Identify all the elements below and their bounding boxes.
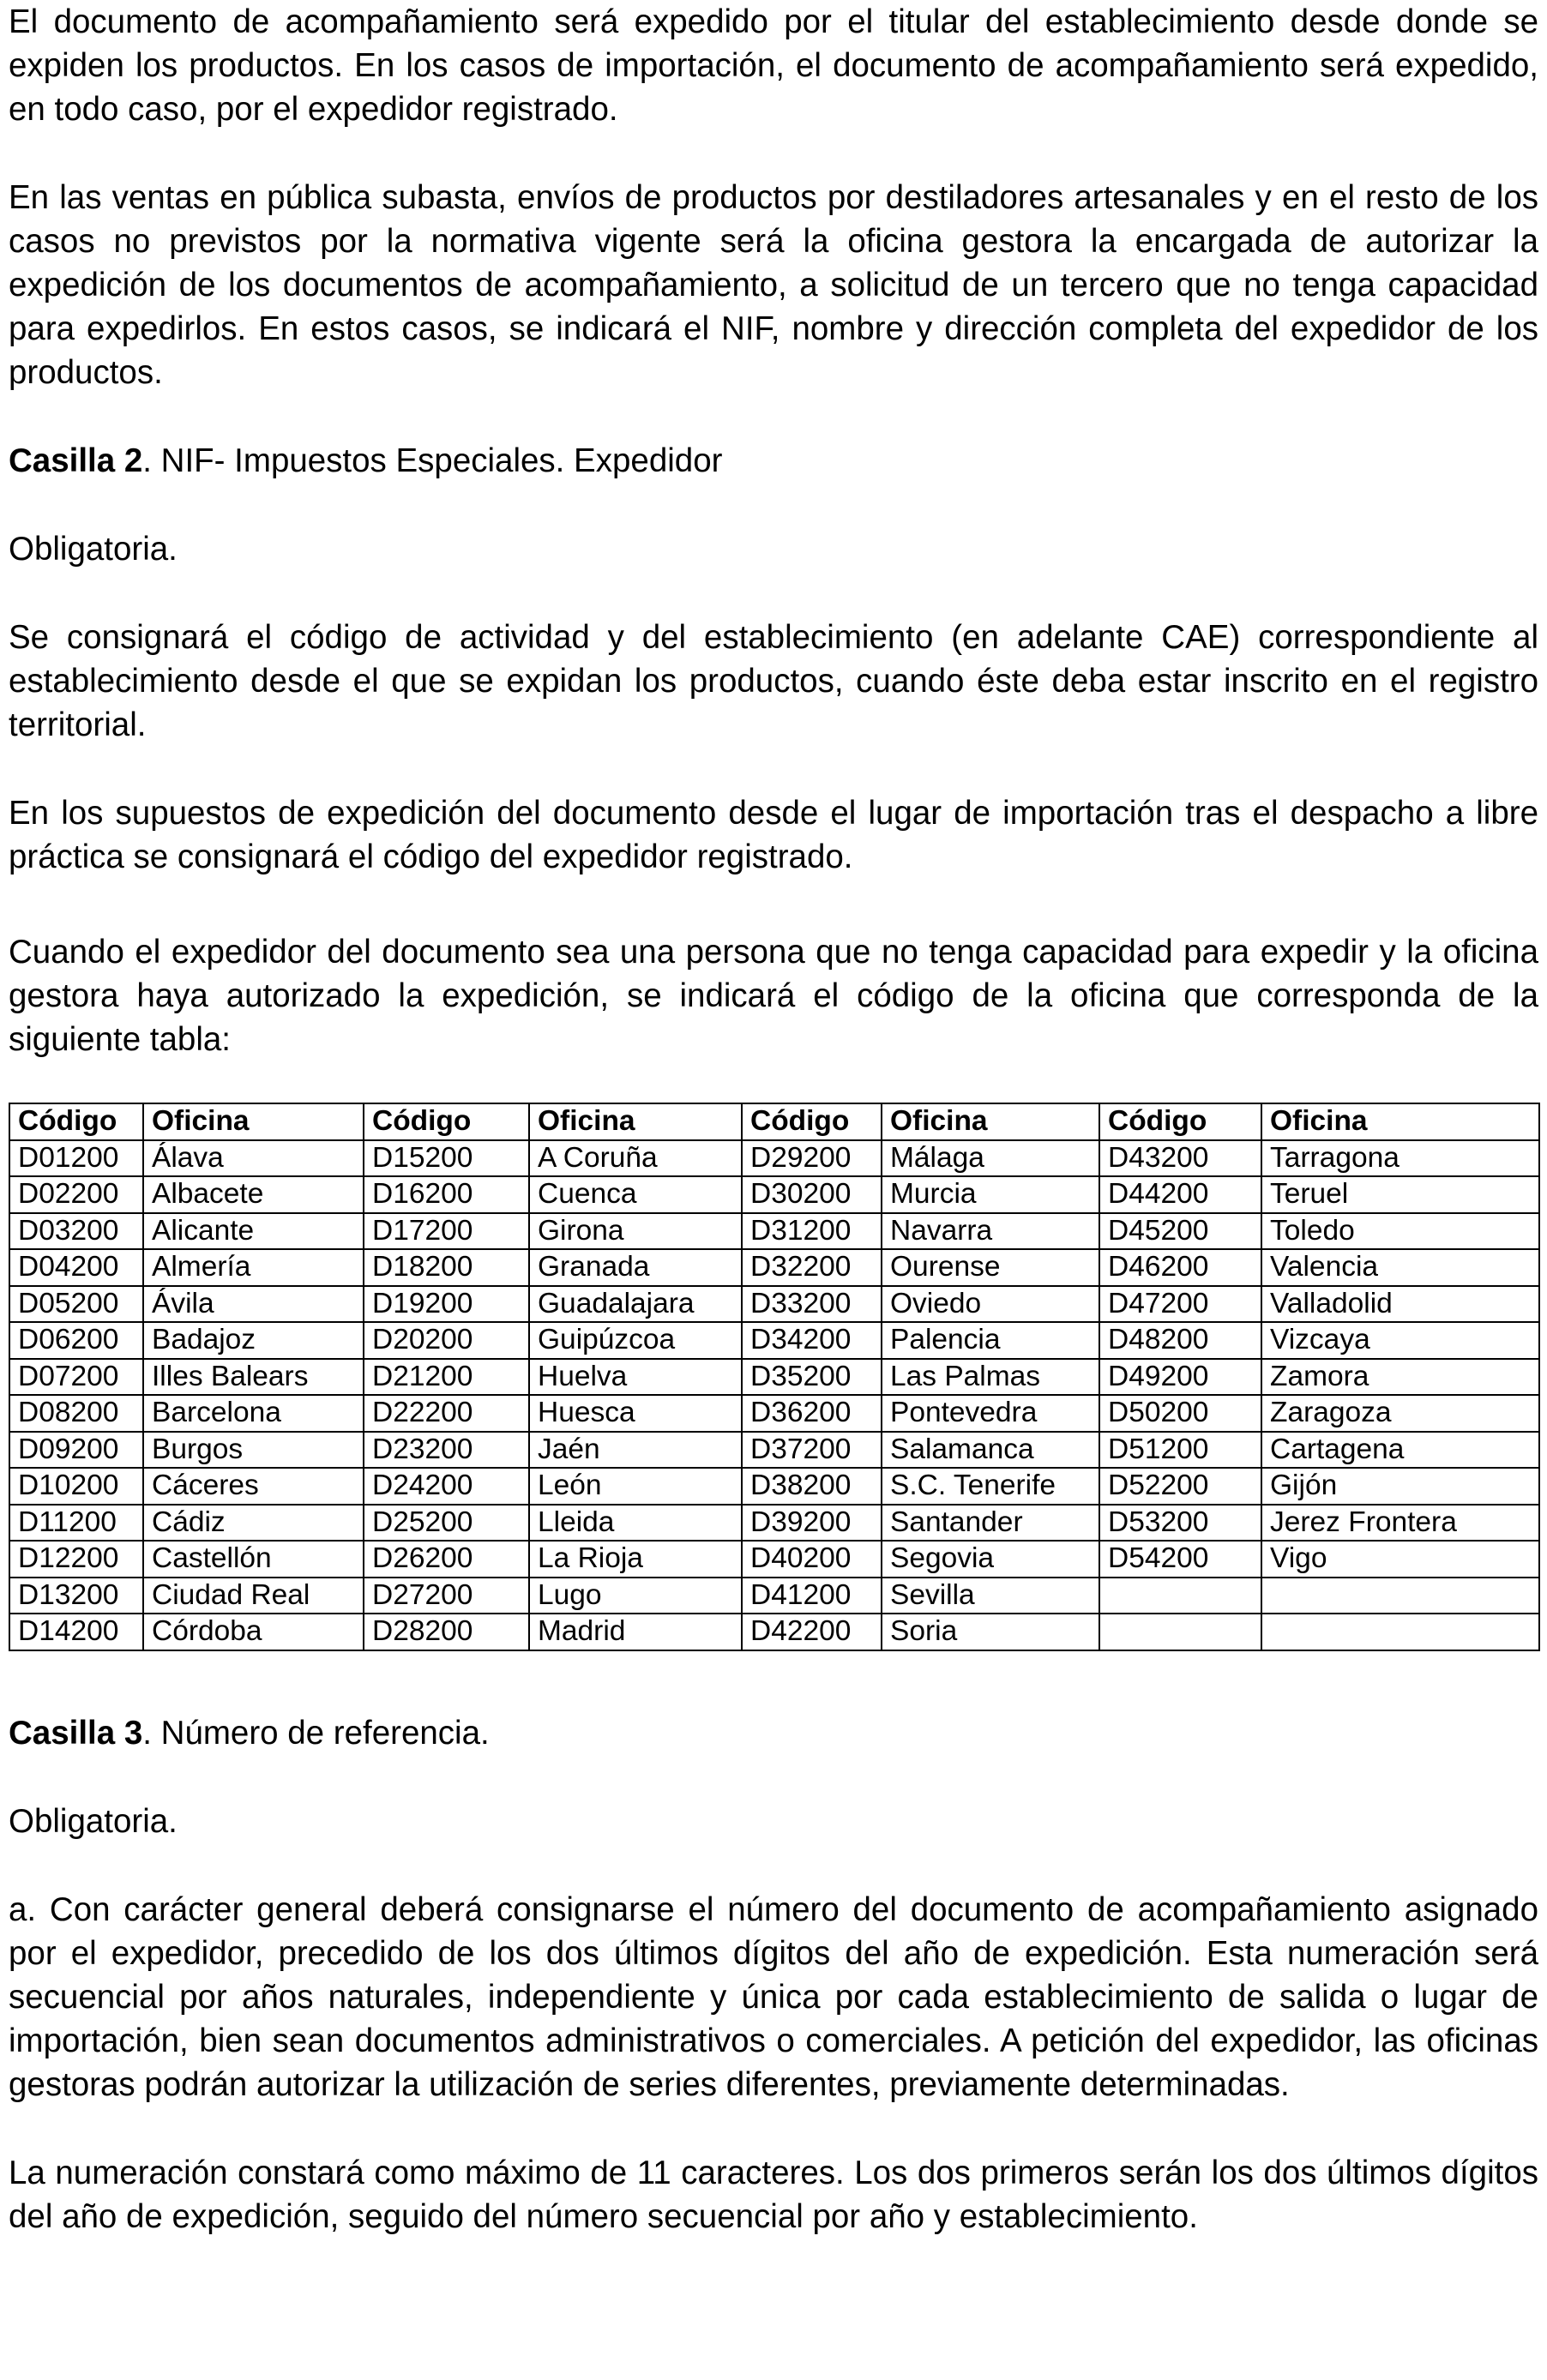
cell-oficina: Valencia [1261, 1249, 1539, 1286]
paragraph-numero-referencia: a. Con carácter general deberá consignarse el número del documento de acompañamiento asignado por el expedidor, precedido de los dos últimos dígitos del año de expedición. Esta numeración será secuencial por años naturales, independiente y única por cada establecimiento de salida o lugar de importación, bien sean documentos administrativos o comerciales. A petición del expedidor, las oficinas gestoras podrán autorizar la utilización de series diferentes, previamente determinadas. [9, 1890, 1538, 2103]
cell-codigo: D04200 [9, 1249, 143, 1286]
cell-codigo: D26200 [364, 1541, 529, 1578]
casilla-3-obligatoria: Obligatoria. [9, 1802, 178, 1840]
cell-codigo: D09200 [9, 1432, 143, 1469]
cell-oficina [1261, 1614, 1539, 1650]
cell-codigo: D31200 [742, 1213, 882, 1250]
cell-oficina: Soria [882, 1614, 1099, 1650]
cell-codigo: D13200 [9, 1578, 143, 1614]
cell-codigo: D24200 [364, 1468, 529, 1505]
header-oficina: Oficina [1261, 1103, 1539, 1140]
cell-oficina: Málaga [882, 1140, 1099, 1177]
cell-codigo: D44200 [1099, 1176, 1261, 1213]
cell-codigo: D18200 [364, 1249, 529, 1286]
cell-oficina: Burgos [143, 1432, 364, 1469]
cell-codigo: D48200 [1099, 1322, 1261, 1359]
cell-oficina: Las Palmas [882, 1359, 1099, 1396]
cell-codigo: D10200 [9, 1468, 143, 1505]
cell-codigo: D41200 [742, 1578, 882, 1614]
paragraph-cae: Se consignará el código de actividad y del establecimiento (en adelante CAE) correspondiente al establecimiento desde el que se expidan los productos, cuando éste deba estar inscrito en el registro territorial. [9, 619, 1538, 743]
table-row [9, 1359, 1539, 1396]
cell-codigo: D39200 [742, 1505, 882, 1542]
cell-codigo: D21200 [364, 1359, 529, 1396]
cell-oficina: Toledo [1261, 1213, 1539, 1250]
header-codigo: Código [1099, 1103, 1261, 1140]
cell-oficina: Lleida [529, 1505, 742, 1542]
oficinas-table [9, 1103, 1540, 1651]
table-row [9, 1505, 1539, 1542]
cell-codigo: D50200 [1099, 1395, 1261, 1432]
cell-codigo: D05200 [9, 1286, 143, 1323]
cell-oficina: Cádiz [143, 1505, 364, 1542]
cell-oficina: Guipúzcoa [529, 1322, 742, 1359]
cell-oficina: Alicante [143, 1213, 364, 1250]
cell-codigo: D49200 [1099, 1359, 1261, 1396]
document-page [9, 0, 1538, 2239]
cell-codigo: D02200 [9, 1176, 143, 1213]
cell-codigo: D43200 [1099, 1140, 1261, 1177]
casilla-3-label: Casilla 3 [9, 1714, 143, 1752]
cell-oficina: Vizcaya [1261, 1322, 1539, 1359]
cell-codigo: D38200 [742, 1468, 882, 1505]
cell-oficina: Gijón [1261, 1468, 1539, 1505]
cell-codigo: D53200 [1099, 1505, 1261, 1542]
cell-codigo: D29200 [742, 1140, 882, 1177]
cell-codigo: D32200 [742, 1249, 882, 1286]
table-row [9, 1176, 1539, 1213]
cell-oficina: Segovia [882, 1541, 1099, 1578]
paragraph-subasta-oficina-gestora: En las ventas en pública subasta, envíos de productos por destiladores artesanales y en el resto de los casos no previstos por la normativa vigente será la oficina gestora la encargada de autorizar la expedición de los documentos de acompañamiento, a solicitud de un tercero que no tenga capacidad para expedirlos. En estos casos, se indicará el NIF, nombre y dirección completa del expedidor de los productos. [9, 179, 1538, 391]
cell-codigo: D03200 [9, 1213, 143, 1250]
cell-oficina: Castellón [143, 1541, 364, 1578]
paragraph-importacion: En los supuestos de expedición del documento desde el lugar de importación tras el despacho a libre práctica se consignará el código del expedidor registrado. [9, 795, 1538, 875]
table-row [9, 1395, 1539, 1432]
paragraph-acompanamiento-titular: El documento de acompañamiento será expedido por el titular del establecimiento desde donde se expiden los productos. En los casos de importación, el documento de acompañamiento será expedido, en todo caso, por el expedidor registrado. [9, 3, 1538, 128]
cell-oficina: Murcia [882, 1176, 1099, 1213]
cell-codigo: D14200 [9, 1614, 143, 1650]
cell-codigo: D37200 [742, 1432, 882, 1469]
cell-codigo: D01200 [9, 1140, 143, 1177]
cell-codigo: D47200 [1099, 1286, 1261, 1323]
cell-oficina: Córdoba [143, 1614, 364, 1650]
cell-codigo: D46200 [1099, 1249, 1261, 1286]
cell-codigo: D08200 [9, 1395, 143, 1432]
cell-oficina: Illes Balears [143, 1359, 364, 1396]
cell-codigo: D28200 [364, 1614, 529, 1650]
cell-codigo: D17200 [364, 1213, 529, 1250]
cell-codigo: D25200 [364, 1505, 529, 1542]
cell-oficina: Huelva [529, 1359, 742, 1396]
header-codigo: Código [364, 1103, 529, 1140]
cell-oficina: Sevilla [882, 1578, 1099, 1614]
cell-codigo: D23200 [364, 1432, 529, 1469]
cell-codigo: D16200 [364, 1176, 529, 1213]
cell-oficina: Albacete [143, 1176, 364, 1213]
cell-oficina: Santander [882, 1505, 1099, 1542]
table-row [9, 1322, 1539, 1359]
cell-codigo [1099, 1614, 1261, 1650]
cell-codigo: D20200 [364, 1322, 529, 1359]
casilla-3-heading [9, 1711, 1538, 1755]
casilla-2-obligatoria: Obligatoria. [9, 531, 178, 568]
cell-oficina: León [529, 1468, 742, 1505]
cell-codigo: D22200 [364, 1395, 529, 1432]
table-row [9, 1541, 1539, 1578]
cell-codigo: D27200 [364, 1578, 529, 1614]
table-row [9, 1578, 1539, 1614]
cell-oficina: Madrid [529, 1614, 742, 1650]
cell-oficina: Lugo [529, 1578, 742, 1614]
cell-oficina: Pontevedra [882, 1395, 1099, 1432]
cell-oficina: Cuenca [529, 1176, 742, 1213]
table-row [9, 1286, 1539, 1323]
casilla-3-title: . Número de referencia. [142, 1714, 490, 1752]
table-row [9, 1213, 1539, 1250]
cell-oficina: A Coruña [529, 1140, 742, 1177]
cell-codigo: D07200 [9, 1359, 143, 1396]
cell-codigo: D40200 [742, 1541, 882, 1578]
cell-oficina: Zamora [1261, 1359, 1539, 1396]
casilla-2-label: Casilla 2 [9, 442, 143, 479]
cell-oficina: Cáceres [143, 1468, 364, 1505]
header-oficina: Oficina [529, 1103, 742, 1140]
cell-oficina: Teruel [1261, 1176, 1539, 1213]
header-codigo: Código [742, 1103, 882, 1140]
table-body [9, 1140, 1539, 1650]
cell-oficina: Salamanca [882, 1432, 1099, 1469]
casilla-2-heading [9, 439, 1538, 483]
cell-oficina: Jaén [529, 1432, 742, 1469]
cell-oficina: Álava [143, 1140, 364, 1177]
cell-codigo: D12200 [9, 1541, 143, 1578]
cell-oficina: Navarra [882, 1213, 1099, 1250]
table-header-row [9, 1103, 1539, 1140]
cell-oficina: Tarragona [1261, 1140, 1539, 1177]
cell-oficina: Girona [529, 1213, 742, 1250]
cell-oficina: Cartagena [1261, 1432, 1539, 1469]
cell-oficina: Granada [529, 1249, 742, 1286]
cell-oficina: Almería [143, 1249, 364, 1286]
table-row [9, 1249, 1539, 1286]
cell-oficina: S.C. Tenerife [882, 1468, 1099, 1505]
table-row [9, 1432, 1539, 1469]
cell-codigo: D35200 [742, 1359, 882, 1396]
table-row [9, 1140, 1539, 1177]
paragraph-codigo-oficina: Cuando el expedidor del documento sea una persona que no tenga capacidad para expedir y la oficina gestora haya autorizado la expedición, se indicará el código de la oficina que corresponda de la siguiente tabla: [9, 934, 1538, 1058]
casilla-2-title: . NIF- Impuestos Especiales. Expedidor [142, 442, 723, 479]
cell-oficina [1261, 1578, 1539, 1614]
cell-codigo [1099, 1578, 1261, 1614]
cell-oficina: Badajoz [143, 1322, 364, 1359]
cell-codigo: D51200 [1099, 1432, 1261, 1469]
cell-codigo: D30200 [742, 1176, 882, 1213]
cell-codigo: D52200 [1099, 1468, 1261, 1505]
cell-codigo: D15200 [364, 1140, 529, 1177]
cell-oficina: La Rioja [529, 1541, 742, 1578]
cell-oficina: Huesca [529, 1395, 742, 1432]
header-oficina: Oficina [143, 1103, 364, 1140]
paragraph-numeracion: La numeración constará como máximo de 11 caracteres. Los dos primeros serán los dos últimos dígitos del año de expedición, seguido del número secuencial por año y establecimiento. [9, 2154, 1538, 2235]
header-oficina: Oficina [882, 1103, 1099, 1140]
cell-oficina: Palencia [882, 1322, 1099, 1359]
cell-codigo: D45200 [1099, 1213, 1261, 1250]
cell-codigo: D36200 [742, 1395, 882, 1432]
cell-oficina: Vigo [1261, 1541, 1539, 1578]
cell-codigo: D19200 [364, 1286, 529, 1323]
cell-oficina: Jerez Frontera [1261, 1505, 1539, 1542]
cell-codigo: D06200 [9, 1322, 143, 1359]
header-codigo: Código [9, 1103, 143, 1140]
cell-codigo: D54200 [1099, 1541, 1261, 1578]
cell-oficina: Ciudad Real [143, 1578, 364, 1614]
cell-oficina: Guadalajara [529, 1286, 742, 1323]
cell-oficina: Ourense [882, 1249, 1099, 1286]
cell-codigo: D11200 [9, 1505, 143, 1542]
table-row [9, 1468, 1539, 1505]
cell-codigo: D42200 [742, 1614, 882, 1650]
cell-codigo: D34200 [742, 1322, 882, 1359]
cell-oficina: Barcelona [143, 1395, 364, 1432]
cell-oficina: Ávila [143, 1286, 364, 1323]
cell-oficina: Valladolid [1261, 1286, 1539, 1323]
cell-codigo: D33200 [742, 1286, 882, 1323]
table-row [9, 1614, 1539, 1650]
cell-oficina: Zaragoza [1261, 1395, 1539, 1432]
cell-oficina: Oviedo [882, 1286, 1099, 1323]
